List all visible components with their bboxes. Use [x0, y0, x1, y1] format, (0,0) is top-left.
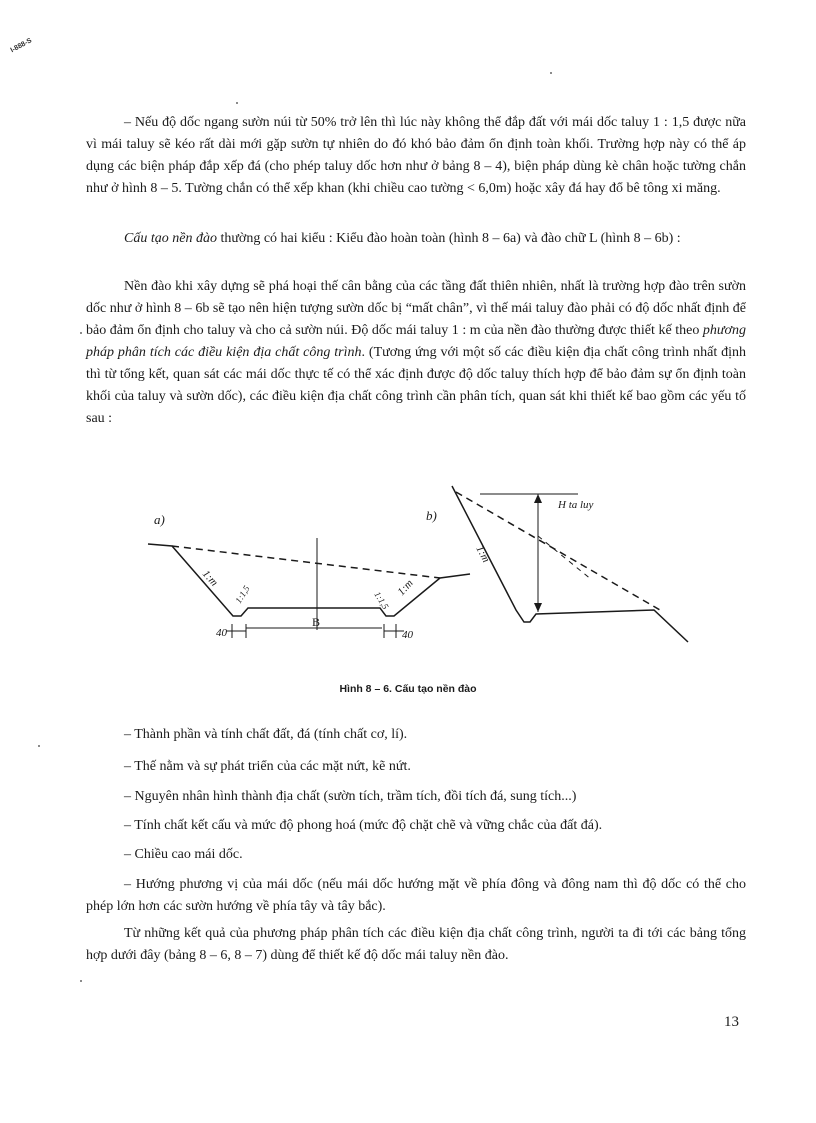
- scan-speck: [80, 980, 82, 982]
- scan-speck: [38, 745, 40, 747]
- scan-speck: [550, 72, 552, 74]
- figure-caption: Hình 8 – 6. Cấu tạo nền đào: [339, 683, 477, 695]
- figure-a-left-berm-label: 1:1,5: [233, 583, 252, 606]
- figure-a-label: a): [154, 512, 165, 527]
- factor-item-4: – Tính chất kết cấu và mức độ phong hoá (mức độ chặt chẽ và vững chắc của đất đá).: [124, 818, 603, 833]
- paragraph-cut-types-text: thường có hai kiểu : Kiểu đào hoàn toàn (hình 8 – 6a) và đào chữ L (hình 8 – 6b) :: [216, 231, 681, 246]
- figure-b-label: b): [426, 508, 437, 523]
- figure-a-cut-profile: [148, 544, 470, 616]
- figure-a-width-label: B: [312, 615, 321, 629]
- factor-item-3: – Nguyên nhân hình thành địa chất (sườn tích, trầm tích, đồi tích đá, sung tích...): [124, 789, 577, 804]
- figure-a-left-slope-label: 1:m: [199, 567, 221, 589]
- paragraph-summary-tables: Từ những kết quả của phương pháp phân tích các điều kiện địa chất công trình, người ta đi tới các bảng tổng hợp dưới đây (bảng 8 – 6, 8 – 7) dùng để thiết kế độ dốc mái taluy nền đào.: [86, 926, 746, 963]
- factor-item-1: – Thành phần và tính chất đất, đá (tính chất cơ, lí).: [124, 727, 408, 742]
- figure-b-height-label: H ta luy: [558, 499, 594, 511]
- paragraph-cut-stability: [86, 276, 746, 430]
- library-stamp: I-888-S: [9, 37, 34, 55]
- factor-item-2: – Thế nằm và sự phát triển của các mặt nứt, kẽ nứt.: [124, 759, 411, 774]
- paragraph-cut-stability-a: Nền đào khi xây dựng sẽ phá hoại thế cân bằng của các tầng đất thiên nhiên, nhất là trường hợp đào trên sườn dốc như ở hình 8 – 6b sẽ tạo nên hiện tượng sườn dốc bị “mất chân”, vì thế mái taluy đào phải có độ dốc nhất định để bảo đảm ổn định cho taluy và cho cả sườn núi. Độ dốc mái taluy 1 : m của nền đào thường được thiết kế theo: [86, 279, 746, 338]
- paragraph-cut-stability-b: . (Tương ứng với một số các điều kiện địa chất công trình nhất định thì từ tổng kết, quan sát các mái dốc thực tế có thể xác định được độ dốc taluy thích hợp để bảo đảm sự ổn định toàn khối của taluy và sườn dốc), các điều kiện địa chất công trình cần phân tích, quan sát khi thiết kế bao gồm các yếu tố sau :: [86, 345, 747, 426]
- factor-item-6: – Hướng phương vị của mái dốc (nếu mái dốc hướng mặt về phía đông và đông nam thì độ dốc có thể cho phép lớn hơn các sườn hướng về phía tây và tây bắc).: [86, 877, 746, 914]
- cut-section-diagram: [140, 478, 700, 678]
- paragraph-cut-types: [86, 228, 746, 250]
- scan-speck: [236, 102, 238, 104]
- figure-a-right-slope-label: 1:m: [395, 577, 416, 599]
- paragraph-fill-steep-slope: – Nếu độ dốc ngang sườn núi từ 50% trở lên thì lúc này không thể đắp đất với mái dốc taluy 1 : 1,5 được nữa vì mái taluy sẽ kéo rất dài mới gặp sườn tự nhiên do đó khó bảo đảm ổn định toàn khối. Trường hợp này có thể áp dụng các biện pháp đắp xếp đá (cho phép taluy dốc hơn như ở bảng 8 – 4), biện pháp dùng kè chân hoặc tường chắn như ở hình 8 – 5. Tường chắn có thể xếp khan (khi chiều cao tường < 6,0m) hoặc xây đá hay đổ bê tông xi măng.: [86, 115, 746, 196]
- term-geology-method: phương pháp phân tích các điều kiện địa chất công trình: [86, 323, 746, 360]
- figure-b-slope-label: 1:m: [473, 543, 492, 565]
- figure-a-right-berm-label: 1:1,5: [372, 589, 391, 611]
- page-number: 13: [724, 1014, 739, 1030]
- scan-speck: [80, 332, 82, 334]
- figure-a-right-ditch-label: 40: [402, 629, 413, 641]
- figure-a-left-ditch-label: 40: [216, 627, 227, 639]
- factor-item-5: – Chiều cao mái dốc.: [124, 847, 243, 862]
- term-cut-structure: Cấu tạo nền đào: [124, 231, 217, 246]
